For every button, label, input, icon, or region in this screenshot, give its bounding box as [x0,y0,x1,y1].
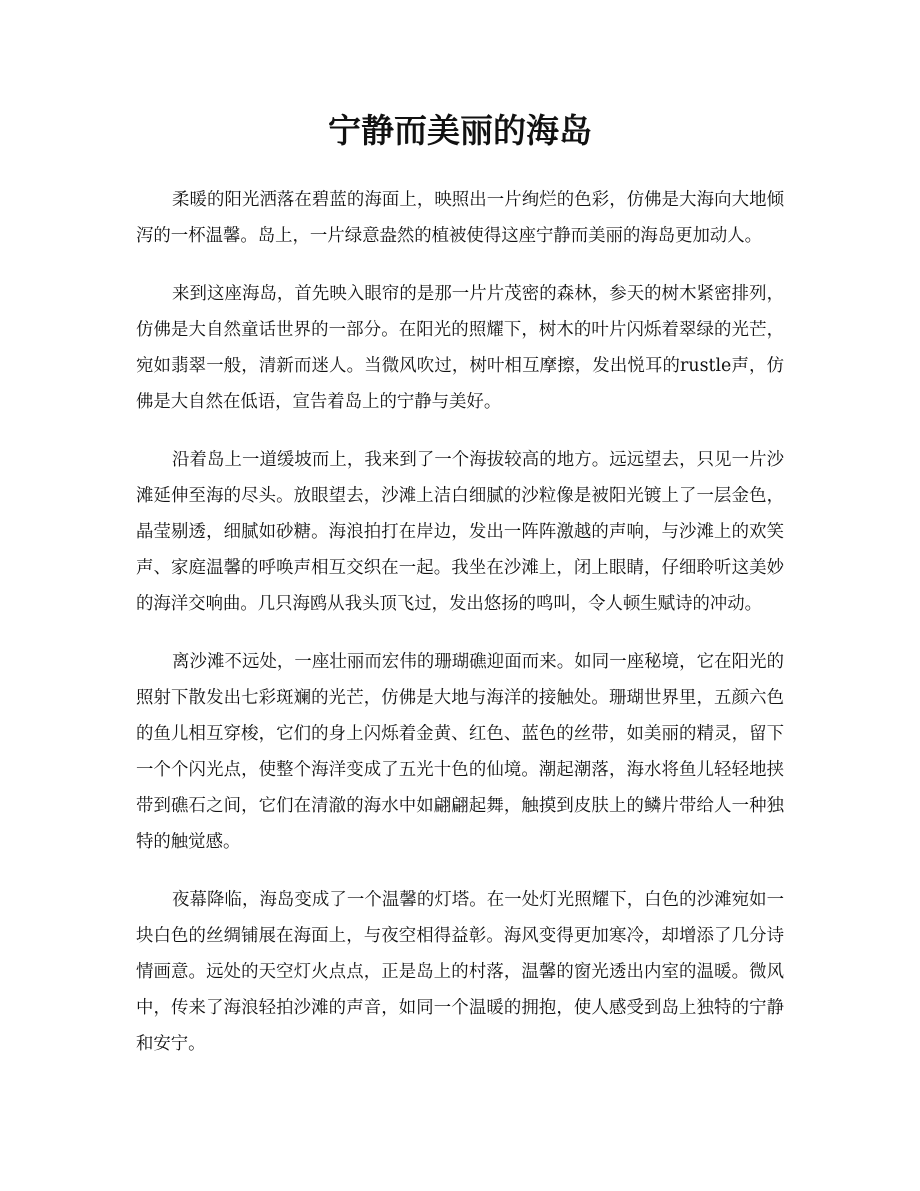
paragraph-4: 离沙滩不远处，一座壮丽而宏伟的珊瑚礁迎面而来。如同一座秘境，它在阳光的照射下散发出七彩斑斓的光芒，仿佛是大地与海洋的接触处。珊瑚世界里，五颜六色的鱼儿相互穿梭，它们的身上闪烁着金黄、红色、蓝色的丝带，如美丽的精灵，留下一个个闪光点，使整个海洋变成了五光十色的仙境。潮起潮落，海水将鱼儿轻轻地挟带到礁石之间，它们在清澈的海水中如翩翩起舞，触摸到皮肤上的鳞片带给人一种独特的触觉感。 [136,652,784,852]
paragraph-2: 来到这座海岛，首先映入眼帘的是那一片片茂密的森林，参天的树木紧密排列，仿佛是大自然童话世界的一部分。在阳光的照耀下，树木的叶片闪烁着翠绿的光芒，宛如翡翠一般，清新而迷人。当微风吹过，树叶相互摩擦，发出悦耳的rustle声，仿佛是大自然在低语，宣告着岛上的宁静与美好。 [136,284,784,412]
document-body [136,182,784,1084]
paragraph-5: 夜幕降临，海岛变成了一个温馨的灯塔。在一处灯光照耀下，白色的沙滩宛如一块白色的丝绸铺展在海面上，与夜空相得益彰。海风变得更加寒冷，却增添了几分诗情画意。远处的天空灯火点点，正是岛上的村落，温馨的窗光透出内室的温暖。微风中，传来了海浪轻拍沙滩的声音，如同一个温暖的拥抱，使人感受到岛上独特的宁静和安宁。 [136,890,784,1054]
document-title: 宁静而美丽的海岛 [328,111,592,150]
paragraph-3: 沿着岛上一道缓坡而上，我来到了一个海拔较高的地方。远远望去，只见一片沙滩延伸至海的尽头。放眼望去，沙滩上洁白细腻的沙粒像是被阳光镀上了一层金色，晶莹剔透，细腻如砂糖。海浪拍打在岸边，发出一阵阵激越的声响，与沙滩上的欢笑声、家庭温馨的呼唤声相互交织在一起。我坐在沙滩上，闭上眼睛，仔细聆听这美妙的海洋交响曲。几只海鸥从我头顶飞过，发出悠扬的鸣叫，令人顿生赋诗的冲动。 [136,450,784,614]
paragraph-1: 柔暖的阳光洒落在碧蓝的海面上，映照出一片绚烂的色彩，仿佛是大海向大地倾泻的一杯温馨。岛上，一片绿意盎然的植被使得这座宁静而美丽的海岛更加动人。 [136,190,784,246]
